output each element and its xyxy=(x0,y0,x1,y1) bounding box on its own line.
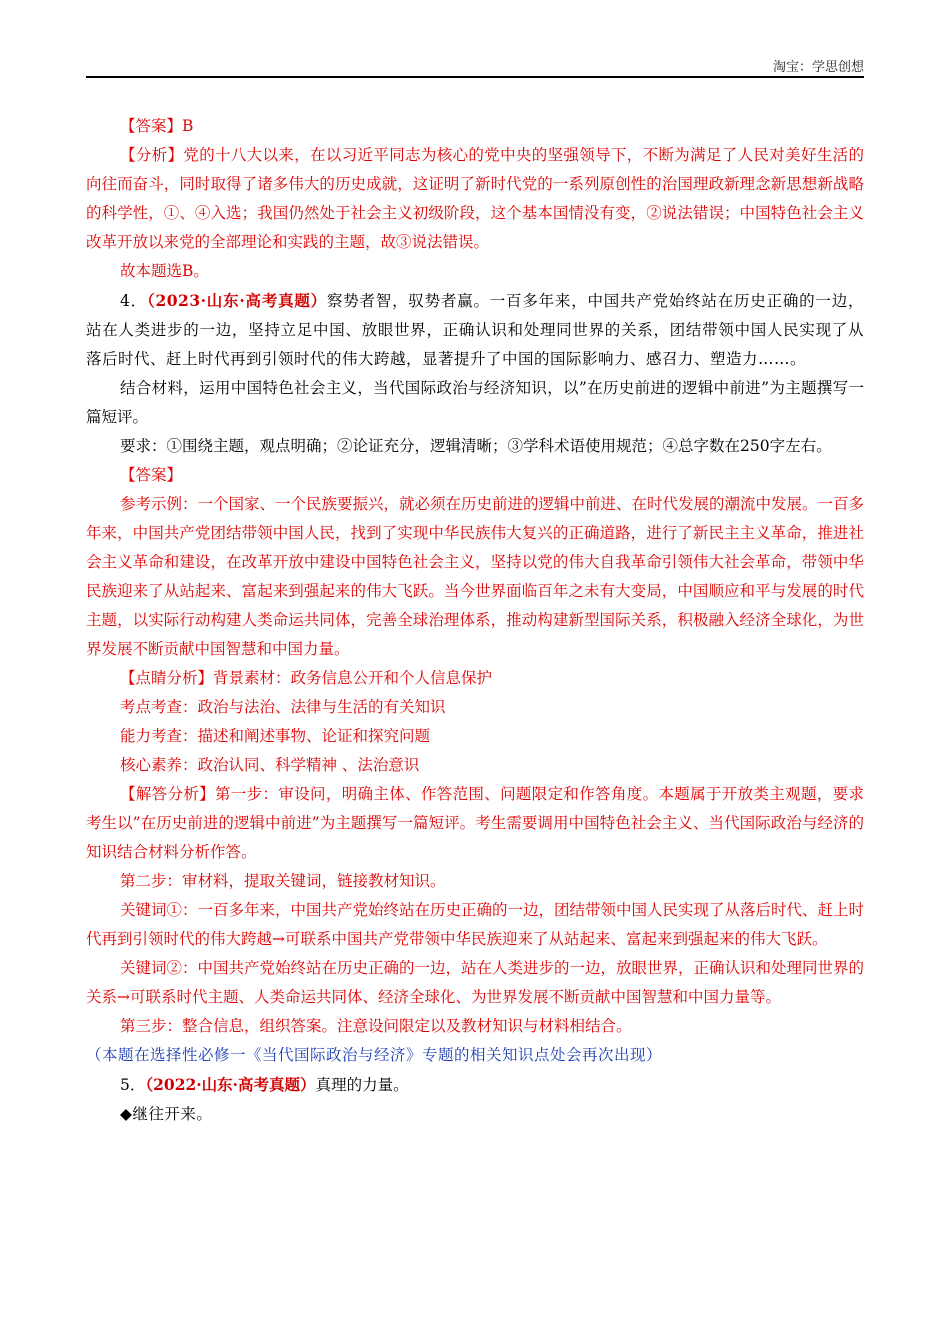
q4-note: （本题在选择性必修一《当代国际政治与经济》专题的相关知识点处会再次出现） xyxy=(86,1046,663,1064)
q3-conclusion: 故本题选B。 xyxy=(120,262,209,280)
q4-step2: 第二步：审材料，提取关键词，链接教材知识。 xyxy=(120,872,446,890)
q4-requirements: 要求：①围绕主题，观点明确；②论证充分，逻辑清晰；③学科术语使用规范；④总字数在250字左右。 xyxy=(120,437,832,455)
q4-step3: 第三步：整合信息，组织答案。注意设问限定以及教材知识与材料相结合。 xyxy=(120,1017,632,1035)
q5-sub: ◆继往开来。 xyxy=(120,1105,213,1123)
q4-kaodian: 考点考查：政治与法治、法律与生活的有关知识 xyxy=(120,698,446,716)
q5-stem: 5．（2022·山东·高考真题）真理的力量。 xyxy=(120,1075,409,1094)
q3-analysis: 【分析】党的十八大以来，在以习近平同志为核心的党中央的坚强领导下，不断为满足了人民对美好生活的向往而奋斗，同时取得了诸多伟大的历史成就，这证明了新时代党的一系列原创性的治国理政新理念新思想新战略的科学性，①、④入选；我国仍然处于社会主义初级阶段，这个基本国情没有变，②说法错误；中国特色社会主义改革开放以来党的全部理论和实践的主题，故③说法错误。 xyxy=(86,146,864,251)
q5-source: （2022·山东·高考真题） xyxy=(145,1075,316,1094)
header-shop-name: 淘宝：学思创想 xyxy=(772,60,864,75)
q4-answer-text: 参考示例：一个国家、一个民族要振兴，就必须在历史前进的逻辑中前进、在时代发展的潮流中发展。一百多年来，中国共产党团结带领中国人民，找到了实现中华民族伟大复兴的正确道路，进行了新民主主义革命，推进社会主义革命和建设，在改革开放中建设中国特色社会主义，坚持以党的伟大自我革命引领伟大社会革命，带领中华民族迎来了从站起来、富起来到强起来的伟大飞跃。当今世界面临百年之未有大变局，中国顺应和平与发展的时代主题，以实际行动构建人类命运共同体，完善全球治理体系，推动构建新型国际关系，积极融入经济全球化，为世界发展不断贡献中国智慧和中国力量。 xyxy=(86,495,865,658)
q4-nengli: 能力考查：描述和阐述事物、论证和探究问题 xyxy=(120,727,431,745)
q4-stem: 4．（2023·山东·高考真题）察势者智，驭势者赢。一百多年来，中国共产党始终站在历史正确的一边，站在人类进步的一边，坚持立足中国、放眼世界，正确认识和处理同世界的关系，团结带领中国人民实现了从落后时代、赶上时代再到引领时代的伟大跨越，显著提升了中国的国际影响力、感召力、塑造力……。 xyxy=(86,291,864,368)
q4-keyword2: 关键词②：中国共产党始终站在历史正确的一边，站在人类进步的一边，放眼世界，正确认识和处理同世界的关系→可联系时代主题、人类命运共同体、经济全球化、为世界发展不断贡献中国智慧和中国力量等。 xyxy=(86,959,865,1006)
page-header xyxy=(86,56,864,78)
q3-answer: 【答案】B xyxy=(120,117,194,135)
q4-jieda: 【解答分析】第一步：审设问，明确主体、作答范围、问题限定和作答角度。本题属于开放类主观题，要求考生以”在历史前进的逻辑中前进”为主题撰写一篇短评。考生需要调用中国特色社会主义、当代国际政治与经济的知识结合材料分析作答。 xyxy=(86,785,864,861)
q4-source: （2023·山东·高考真题） xyxy=(146,291,327,310)
q4-dianjing: 【点睛分析】背景素材：政务信息公开和个人信息保护 xyxy=(120,669,493,687)
document-body xyxy=(86,112,864,1129)
q4-keyword1: 关键词①：一百多年来，中国共产党始终站在历史正确的一边，团结带领中国人民实现了从落后时代、赶上时代再到引领时代的伟大跨越→可联系中国共产党带领中华民族迎来了从站起来、富起来到强起来的伟大飞跃。 xyxy=(86,901,865,948)
q4-hexin: 核心素养：政治认同、科学精神 、法治意识 xyxy=(120,756,420,774)
q4-prompt: 结合材料，运用中国特色社会主义，当代国际政治与经济知识，以”在历史前进的逻辑中前进”为主题撰写一篇短评。 xyxy=(86,379,864,426)
q4-answer-label: 【答案】 xyxy=(120,466,183,484)
